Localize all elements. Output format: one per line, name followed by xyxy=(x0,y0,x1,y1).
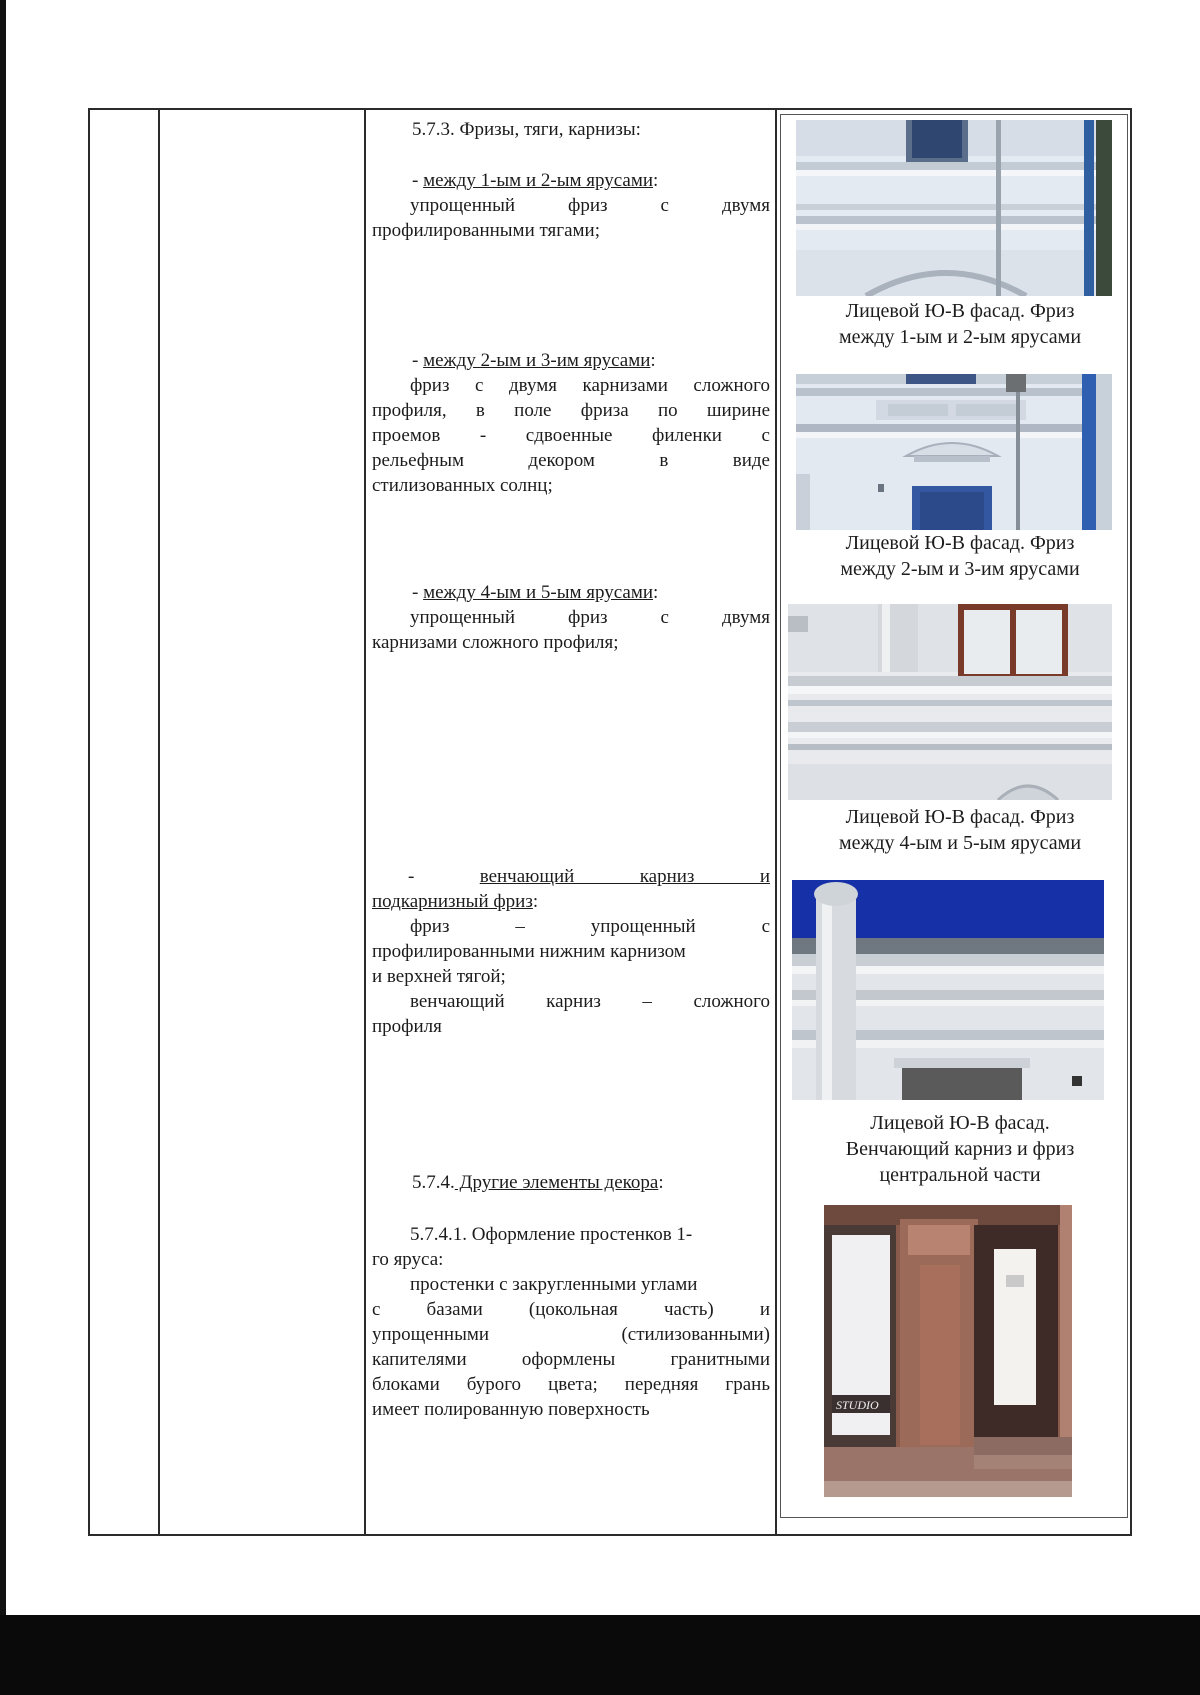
section-title: 5.7.3. Фризы, тяги, карнизы: xyxy=(412,119,641,140)
section-5-7-3 xyxy=(372,117,770,142)
scan-edge-bottom xyxy=(0,1615,1200,1695)
item-text-line: профиля xyxy=(372,1016,442,1037)
subsection-title: 5.7.4.1. Оформление простенков 1- xyxy=(410,1224,693,1245)
facade-photo-1 xyxy=(796,120,1112,296)
item-text-line: карнизами сложного профиля; xyxy=(372,632,619,653)
body-text-line: капителями оформлены гранитными xyxy=(372,1349,770,1370)
item-text-line: упрощенный фриз с двумя xyxy=(410,195,770,216)
item-text-line: венчающий карниз – сложного xyxy=(410,991,770,1012)
facade-photo-3 xyxy=(788,604,1112,800)
item-heading-cont: подкарнизный фриз: xyxy=(372,891,539,912)
item-text-line: проемов - сдвоенные филенки с xyxy=(372,425,770,446)
item-heading: - между 4-ым и 5-ым ярусами: xyxy=(412,582,659,603)
body-text-line: упрощенными (стилизованными) xyxy=(372,1324,770,1345)
item-tier-4-5 xyxy=(372,580,770,655)
item-text-line: фриз – упрощенный с xyxy=(410,916,770,937)
facade-photo-2 xyxy=(796,374,1112,530)
item-text-line: рельефным декором в виде xyxy=(372,450,770,471)
item-tier-1-2 xyxy=(372,168,770,243)
body-text-line: имеет полированную поверхность xyxy=(372,1399,650,1420)
scan-edge-left xyxy=(0,0,6,1695)
item-text-line: упрощенный фриз с двумя xyxy=(410,607,770,628)
table-column-divider xyxy=(364,108,366,1536)
photo-1-caption: Лицевой Ю-В фасад. Фриз между 1-ым и 2-ым ярусами xyxy=(838,300,1082,348)
photo-4-caption: Лицевой Ю-В фасад. Венчающий карниз и фриз центральной части xyxy=(845,1112,1075,1186)
subsection-title-cont: го яруса: xyxy=(372,1249,444,1270)
item-text-line: и верхней тягой; xyxy=(372,966,506,987)
table-column-divider xyxy=(775,108,777,1536)
item-text-line: фриз с двумя карнизами сложного xyxy=(410,375,770,396)
table-column-divider xyxy=(158,108,160,1536)
item-text-line: профиля, в поле фриза по ширине xyxy=(372,400,770,421)
photo-3-caption: Лицевой Ю-В фасад. Фриз между 4-ым и 5-ым ярусами xyxy=(838,806,1082,854)
item-tier-2-3 xyxy=(372,348,770,498)
item-heading: - между 2-ым и 3-им ярусами: xyxy=(412,350,656,371)
item-text-line: профилированными тягами; xyxy=(372,220,600,241)
body-text-line: блоками бурого цвета; передняя грань xyxy=(372,1374,770,1395)
section-5-7-4 xyxy=(372,1170,770,1195)
item-heading: - венчающий карниз и xyxy=(408,866,770,887)
facade-photo-4 xyxy=(792,880,1104,1100)
section-title: 5.7.4. Другие элементы декора: xyxy=(412,1172,664,1193)
photo-2-caption: Лицевой Ю-В фасад. Фриз между 2-ым и 3-им ярусами xyxy=(840,532,1080,580)
facade-photo-5 xyxy=(824,1205,1072,1497)
subsection-5-7-4-1 xyxy=(372,1222,770,1422)
body-text-line: простенки с закругленными углами xyxy=(410,1274,698,1295)
item-crowning-cornice xyxy=(372,864,770,1039)
item-text-line: стилизованных солнц; xyxy=(372,475,553,496)
item-text-line: профилированными нижним карнизом xyxy=(372,941,686,962)
body-text-line: с базами (цокольная часть) и xyxy=(372,1299,770,1320)
item-heading: - между 1-ым и 2-ым ярусами: xyxy=(412,170,659,191)
photo-sign-text: STUDIO xyxy=(836,1398,879,1412)
